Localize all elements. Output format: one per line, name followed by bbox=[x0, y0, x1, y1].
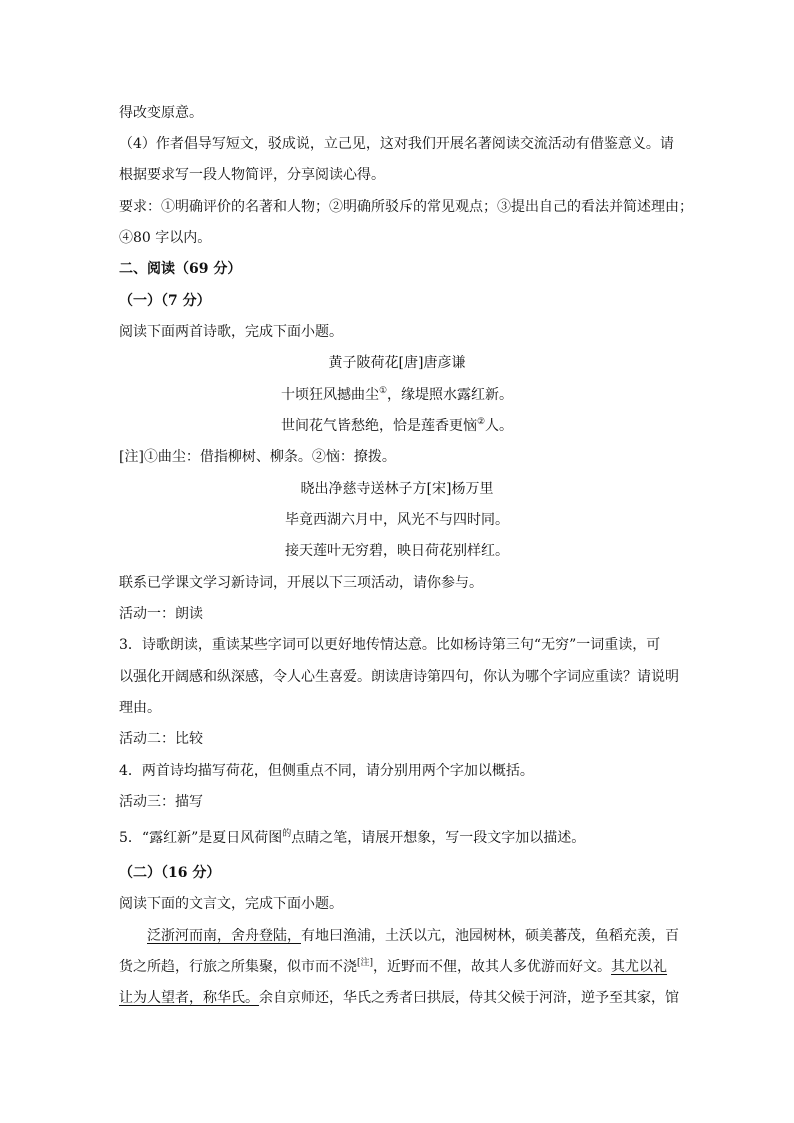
subsection-heading-1: （一）（7 分） bbox=[119, 293, 211, 309]
classical-text-line-2 bbox=[119, 958, 667, 976]
section-heading-reading: 二、阅读（69 分） bbox=[119, 261, 242, 277]
poem-text: 世间花气皆愁绝，恰是莲香更恼 bbox=[280, 418, 477, 434]
activity-3-heading: 活动三：描写 bbox=[119, 794, 203, 810]
subsection-heading-2: （二）（16 分） bbox=[119, 865, 221, 881]
poem-2-line-2: 接天莲叶无穷碧，映日荷花别样红。 bbox=[285, 543, 509, 559]
requirements-line: 要求：①明确评价的名著和人物；②明确所驳斥的常见观点；③提出自己的看法并简述理由； bbox=[119, 199, 693, 215]
poem-1-title: 黄子陂荷花[唐]唐彦谦 bbox=[328, 355, 466, 371]
text-line: ④80 字以内。 bbox=[119, 230, 212, 246]
poem-text: 人。 bbox=[485, 418, 514, 434]
poem-1-line-1 bbox=[0, 386, 794, 404]
inline-superscript: 的 bbox=[282, 829, 292, 839]
question-text: 点睛之笔，请展开想象，写一段文字加以描述。 bbox=[291, 830, 586, 846]
classical-text-line-1 bbox=[147, 927, 679, 945]
poem-1-line-2 bbox=[0, 417, 794, 435]
poem-2-title: 晓出净慈寺送林子方[宋]杨万里 bbox=[300, 481, 494, 497]
poem-text: ，缘堤照水露红新。 bbox=[387, 387, 514, 403]
classical-text: ，近野而不俚，故其人多优游而好文。 bbox=[373, 959, 612, 975]
footnote-marker: ① bbox=[378, 386, 388, 396]
instruction-line: 阅读下面的文言文，完成下面小题。 bbox=[119, 896, 343, 912]
text-line: 根据要求写一段人物简评，分享阅读心得。 bbox=[119, 167, 385, 183]
activity-1-heading: 活动一：朗读 bbox=[119, 606, 203, 622]
question-5-text bbox=[119, 829, 585, 847]
question-3-text: 3．诗歌朗读，重读某些字词可以更好地传情达意。比如杨诗第三句“无穷”一词重读，可 bbox=[119, 637, 661, 653]
text-line: 得改变原意。 bbox=[119, 105, 203, 121]
instruction-line: 阅读下面两首诗歌，完成下面小题。 bbox=[119, 324, 343, 340]
instruction-line: 联系已学课文学习新诗词，开展以下三项活动，请你参与。 bbox=[119, 575, 483, 591]
activity-2-heading: 活动二：比较 bbox=[119, 731, 203, 747]
footnote-marker: ② bbox=[476, 417, 486, 427]
underlined-sentence: 让为人望者，称华氏。 bbox=[119, 990, 259, 1006]
classical-text: 余自京师还，华氏之秀者曰拱辰，侍其父候于河浒，逆予至其家，馆 bbox=[259, 990, 679, 1006]
classical-text-line-3 bbox=[119, 989, 679, 1007]
poem-text: 十顷狂风撼曲尘 bbox=[280, 387, 379, 403]
classical-text: 有地曰渔浦，土沃以亢，池园树林，硕美蕃茂，鱼稻充羡，百 bbox=[301, 928, 679, 944]
underlined-sentence: 泛浙河而南，舍舟登陆， bbox=[147, 928, 301, 944]
footnote-marker: [注] bbox=[357, 958, 374, 968]
underlined-sentence: 其尤以礼 bbox=[611, 959, 668, 975]
question-4-text: 4．两首诗均描写荷花，但侧重点不同，请分别用两个字加以概括。 bbox=[119, 763, 534, 779]
classical-text: 货之所趋，行旅之所集聚，似市而不浇 bbox=[119, 959, 357, 975]
question-4-prompt: （4）作者倡导写短文，驳成说，立己见，这对我们开展名著阅读交流活动有借鉴意义。请 bbox=[119, 136, 674, 152]
poem-2-line-1: 毕竟西湖六月中，风光不与四时同。 bbox=[285, 512, 509, 528]
poem-notes: [注]①曲尘：借指柳树、柳条。②恼：撩拨。 bbox=[119, 449, 396, 465]
question-text: 5．“露红新”是夏日风荷图 bbox=[119, 830, 283, 846]
question-3-text: 理由。 bbox=[119, 700, 161, 716]
question-3-text: 以强化开阔感和纵深感，令人心生喜爱。朗读唐诗第四句，你认为哪个字词应重读？请说明 bbox=[119, 669, 679, 685]
